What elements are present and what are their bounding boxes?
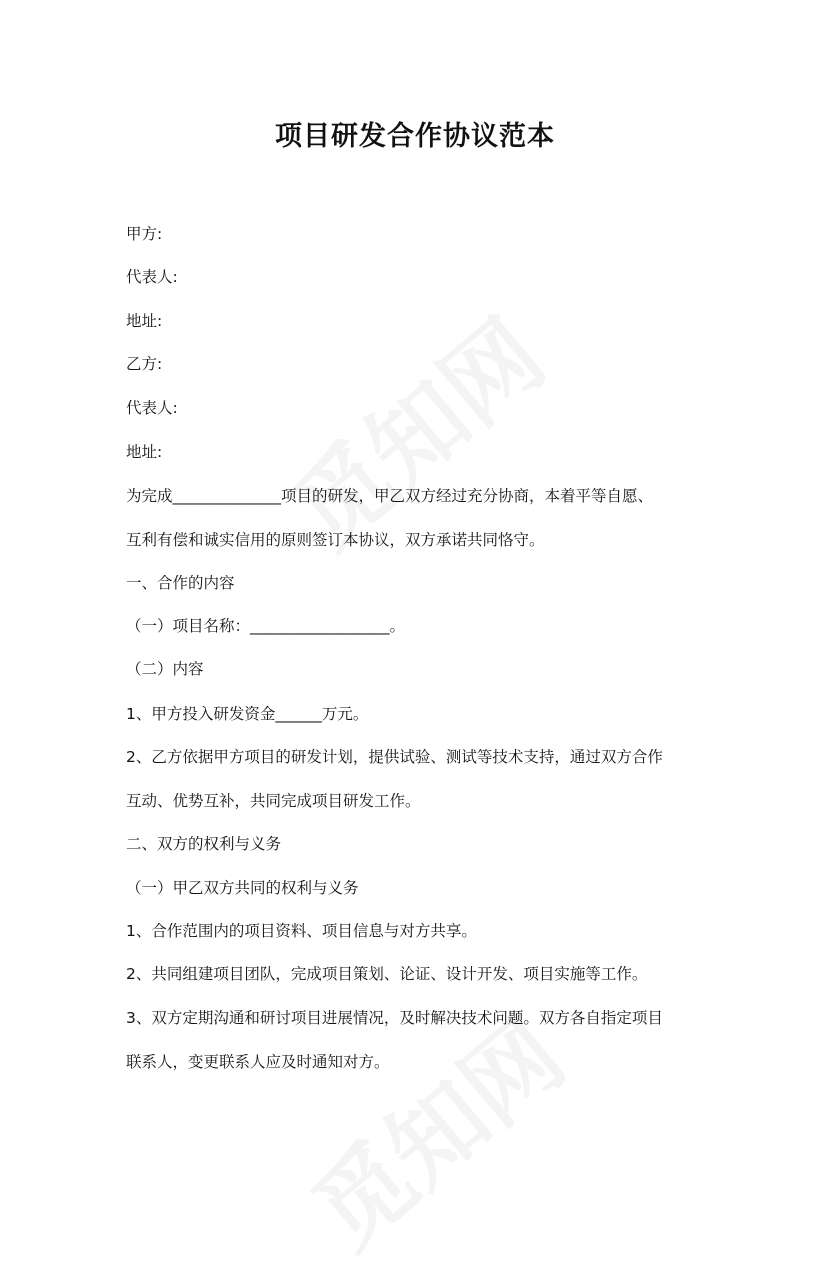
content-subheading: （二）内容 [126,660,204,678]
party-b-representative: 代表人: [126,399,178,417]
clause-1-2-line-1: 2、乙方依据甲方项目的研发计划，提供试验、测试等技术支持，通过双方合作 [126,748,663,766]
party-a-label: 甲方: [126,225,163,243]
document-title: 项目研发合作协议范本 [275,121,555,152]
clause-2-2: 2、共同组建项目团队，完成项目策划、论证、设计开发、项目实施等工作。 [126,965,648,983]
clause-1-2-line-2: 互动、优势互补，共同完成项目研发工作。 [126,792,421,810]
party-a-representative: 代表人: [126,268,178,286]
clause-1-1: 1、甲方投入研发资金______万元。 [126,705,369,723]
party-a-address: 地址: [126,312,163,330]
party-b-label: 乙方: [126,355,163,373]
section-2-heading: 二、双方的权利与义务 [126,835,282,853]
party-b-address: 地址: [126,443,163,461]
clause-2-3-line-1: 3、双方定期沟通和研讨项目进展情况，及时解决技术问题。双方各自指定项目 [126,1009,663,1027]
project-name-line: （一）项目名称：__________________。 [126,617,406,635]
section-1-heading: 一、合作的内容 [126,574,235,592]
clause-2-3-line-2: 联系人，变更联系人应及时通知对方。 [126,1053,390,1071]
preamble-line-1: 为完成______________项目的研发，甲乙双方经过充分协商，本着平等自愿、 [126,487,654,505]
preamble-line-2: 互利有偿和诚实信用的原则签订本协议，双方承诺共同恪守。 [126,531,545,549]
clause-2-1: 1、合作范围内的项目资料、项目信息与对方共享。 [126,922,477,940]
shared-rights-subheading: （一）甲乙双方共同的权利与义务 [126,879,359,897]
